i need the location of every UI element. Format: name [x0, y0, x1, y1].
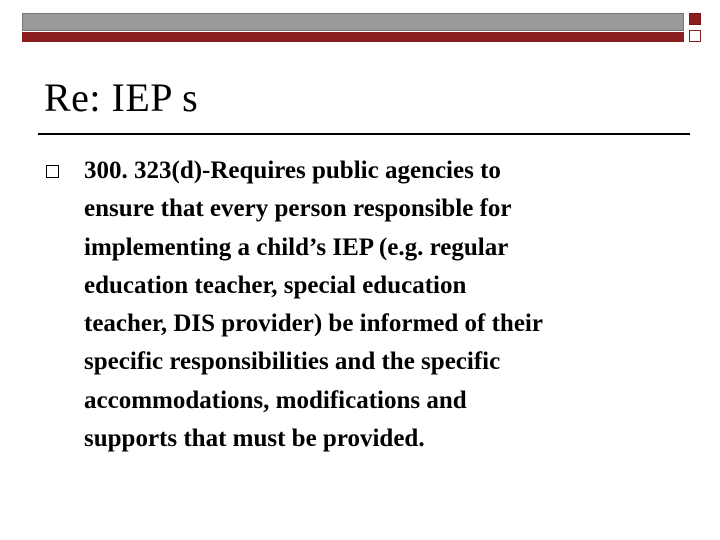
bullet-line: implementing a child’s IEP (e.g. regular: [84, 233, 509, 261]
bullet-line: 300. 323(d)-Requires public agencies to: [84, 157, 501, 184]
title-underline-rule: [38, 133, 690, 135]
corner-outline-square-decoration: [689, 30, 701, 42]
top-decorative-grey-band: [22, 13, 684, 31]
bullet-line: teacher, DIS provider) be informed of their: [84, 310, 543, 338]
bullet-line: specific responsibilities and the specific: [84, 348, 501, 376]
bullet-line: supports that must be provided.: [84, 425, 425, 453]
bullet-text: [84, 152, 684, 458]
slide-title: Re: IEP s: [44, 75, 199, 120]
bullet-line: education teacher, special education: [84, 271, 467, 299]
bullet-line: ensure that every person responsible for: [84, 195, 512, 223]
top-decorative-red-band: [22, 32, 684, 42]
corner-filled-square-decoration: [689, 13, 701, 25]
square-bullet-icon: [46, 165, 59, 178]
bullet-line: accommodations, modifications and: [84, 386, 467, 414]
